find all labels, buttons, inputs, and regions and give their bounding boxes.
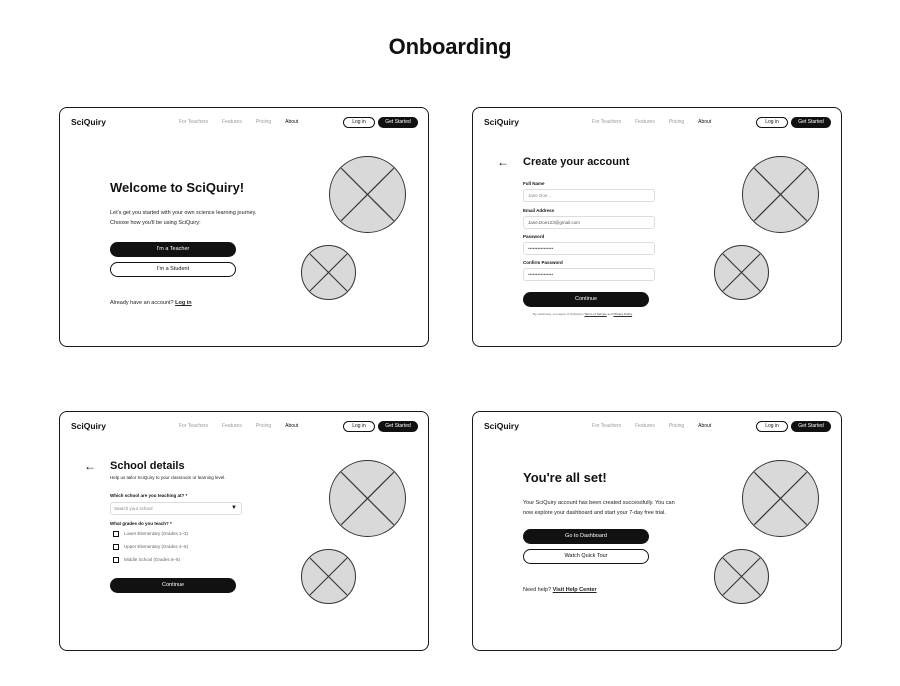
image-placeholder-large	[329, 156, 406, 233]
image-placeholder-large	[329, 460, 406, 537]
logo[interactable]: SciQuiry	[484, 117, 519, 127]
page-title: Onboarding	[388, 34, 512, 59]
email-field[interactable]: Jane.Doe123@gmail.com	[523, 216, 655, 229]
arrow-left-icon[interactable]: ←	[84, 459, 96, 473]
image-placeholder-large	[742, 460, 819, 537]
grade-option-upper[interactable]	[113, 544, 188, 550]
welcome-intro-line-1: Let's get you started with your own science learning journey.	[110, 210, 257, 216]
help-prompt	[523, 587, 597, 593]
logo[interactable]: SciQuiry	[484, 421, 519, 431]
grade-option-label: Upper Elementary (Grades 4–5)	[124, 544, 189, 550]
full-name-label: Full Name	[523, 181, 545, 186]
school-details-title: School details	[110, 460, 185, 472]
grade-option-middle[interactable]	[113, 557, 180, 563]
top-nav	[473, 108, 841, 138]
welcome-screen	[59, 107, 429, 347]
image-placeholder-small	[714, 549, 769, 604]
privacy-link[interactable]: Privacy Policy	[613, 312, 633, 316]
confirm-password-label: Confirm Password	[523, 260, 563, 265]
create-account-title: Create your account	[523, 156, 630, 168]
go-to-dashboard-button[interactable]: Go to Dashboard	[523, 529, 649, 544]
checkbox[interactable]	[113, 557, 119, 563]
nav-link-for-teachers[interactable]: For Teachers	[179, 119, 209, 125]
login-button[interactable]: Log in	[756, 421, 788, 432]
all-set-message	[523, 498, 675, 518]
terms-notice	[533, 312, 632, 316]
all-set-screen	[472, 411, 842, 651]
help-center-link[interactable]: Visit Help Center	[552, 587, 597, 593]
terms-link[interactable]: Terms of Service	[584, 312, 607, 316]
image-placeholder-small	[301, 245, 356, 300]
password-label: Password	[523, 234, 545, 239]
get-started-button[interactable]: Get Started	[791, 421, 831, 432]
top-nav	[60, 412, 428, 442]
school-details-screen	[59, 411, 429, 651]
help-prompt-text: Need help?	[523, 587, 552, 593]
nav-link-features[interactable]: Features	[222, 119, 242, 125]
nav-links	[179, 119, 312, 125]
nav-link-pricing[interactable]: Pricing	[255, 119, 272, 125]
login-button[interactable]: Log in	[343, 117, 375, 128]
school-label: Which school are you teaching at? *	[110, 493, 188, 498]
school-details-subtitle: Help us tailor SciQuiry to your classroom or learning level.	[110, 475, 226, 480]
grades-label: What grades do you teach? *	[110, 521, 172, 526]
all-set-line-2: now explore your dashboard and start your 7-day free trial.	[523, 510, 666, 516]
nav-link-features[interactable]: Features	[222, 423, 242, 429]
nav-link-pricing[interactable]: Pricing	[255, 423, 272, 429]
top-nav	[473, 412, 841, 442]
top-nav	[60, 108, 428, 138]
nav-link-pricing[interactable]: Pricing	[668, 423, 685, 429]
create-account-screen	[472, 107, 842, 347]
grade-option-lower[interactable]	[113, 531, 188, 537]
terms-prefix: By continuing, you agree to SciQuiry's	[533, 312, 584, 316]
logo[interactable]: SciQuiry	[71, 421, 106, 431]
welcome-intro	[110, 208, 256, 228]
image-placeholder-small	[714, 245, 769, 300]
image-placeholder-large	[742, 156, 819, 233]
get-started-button[interactable]: Get Started	[791, 117, 831, 128]
checkbox[interactable]	[113, 544, 119, 550]
welcome-title: Welcome to SciQuiry!	[110, 180, 245, 195]
school-select-placeholder: Search your school	[114, 506, 153, 511]
nav-link-features[interactable]: Features	[635, 423, 655, 429]
continue-button[interactable]: Continue	[523, 292, 649, 307]
nav-link-about[interactable]: About	[285, 423, 299, 429]
get-started-button[interactable]: Get Started	[378, 421, 418, 432]
grade-option-label: Middle School (Grades 6–8)	[124, 557, 181, 563]
teacher-button[interactable]: I'm a Teacher	[110, 242, 236, 257]
logo[interactable]: SciQuiry	[71, 117, 106, 127]
grade-option-label: Lower Elementary (Grades 1–3)	[124, 531, 189, 537]
nav-link-pricing[interactable]: Pricing	[668, 119, 685, 125]
nav-link-about[interactable]: About	[285, 119, 299, 125]
student-button[interactable]: I'm a Student	[110, 262, 236, 277]
account-prompt-text: Already have an account?	[110, 300, 174, 306]
nav-links	[179, 423, 312, 429]
school-select[interactable]	[110, 502, 242, 515]
nav-link-features[interactable]: Features	[635, 119, 655, 125]
nav-link-for-teachers[interactable]: For Teachers	[592, 119, 622, 125]
watch-tour-button[interactable]: Watch Quick Tour	[523, 549, 649, 564]
nav-links	[592, 119, 725, 125]
password-field[interactable]: ••••••••••••••••	[523, 242, 655, 255]
nav-link-about[interactable]: About	[698, 423, 712, 429]
confirm-password-field[interactable]: ••••••••••••••••	[523, 268, 655, 281]
full-name-field[interactable]: Jane Doe...	[523, 189, 655, 202]
continue-button[interactable]: Continue	[110, 578, 236, 593]
checkbox[interactable]	[113, 531, 119, 537]
all-set-title: You're all set!	[523, 470, 607, 485]
nav-link-for-teachers[interactable]: For Teachers	[179, 423, 209, 429]
login-link[interactable]: Log in	[175, 300, 192, 306]
welcome-intro-line-2: Choose how you'll be using SciQuiry:	[110, 220, 201, 226]
arrow-left-icon[interactable]: ←	[497, 155, 509, 169]
nav-link-about[interactable]: About	[698, 119, 712, 125]
terms-and: and	[607, 312, 613, 316]
image-placeholder-small	[301, 549, 356, 604]
email-label: Email Address	[523, 208, 555, 213]
login-button[interactable]: Log in	[756, 117, 788, 128]
account-prompt	[110, 300, 192, 306]
all-set-line-1: Your SciQuiry account has been created successfully. You can	[523, 500, 675, 506]
caret-down-icon: ▼	[231, 505, 237, 511]
nav-link-for-teachers[interactable]: For Teachers	[592, 423, 622, 429]
nav-links	[592, 423, 725, 429]
login-button[interactable]: Log in	[343, 421, 375, 432]
get-started-button[interactable]: Get Started	[378, 117, 418, 128]
